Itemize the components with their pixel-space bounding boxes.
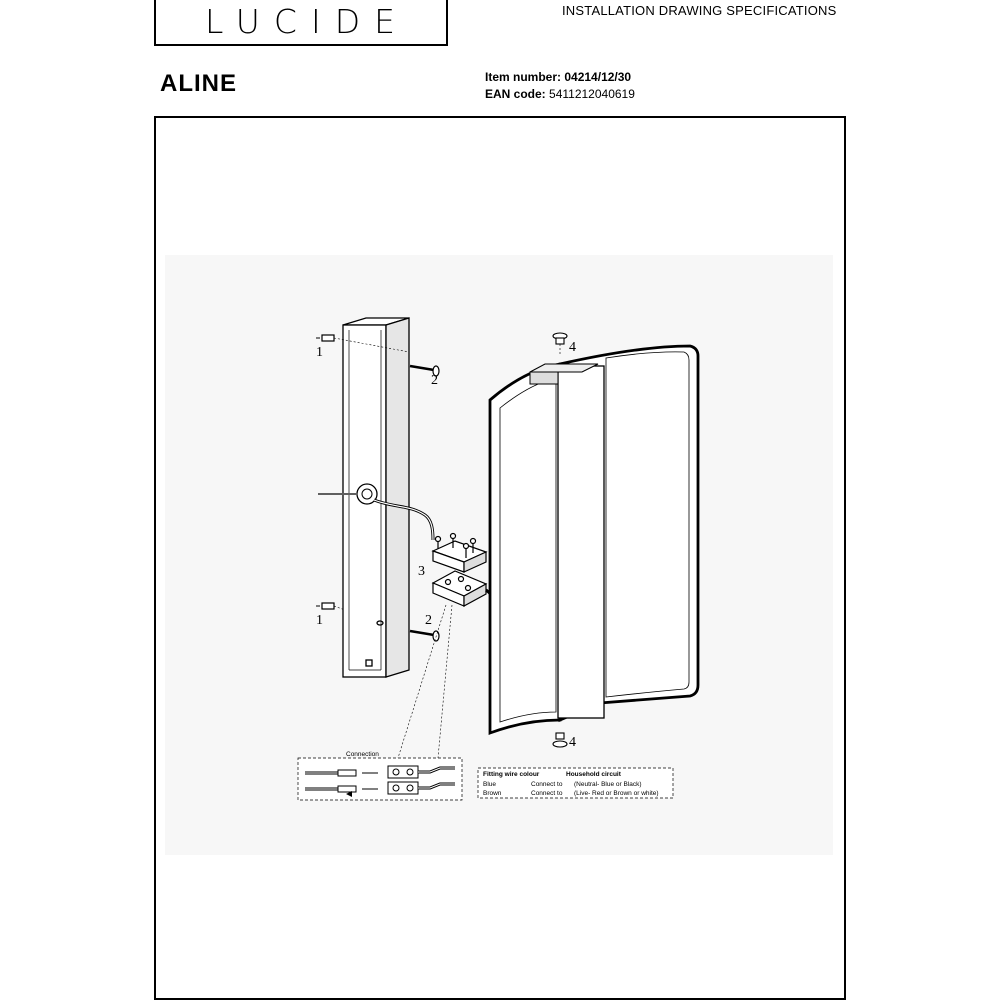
connection-title: Connection [346,751,379,758]
connection-detail [298,751,462,800]
callout-3: 3 [418,564,425,579]
callout-1-top: 1 [316,345,323,360]
brand-logo-text: LUCIDE [205,2,409,41]
wiring-row-wire: Brown [483,790,502,797]
item-number-value: 04214/12/30 [564,70,632,84]
item-number-label: Item number: [485,70,562,84]
callout-2-bottom: 2 [425,613,432,628]
product-name: ALINE [160,70,237,97]
document-type: INSTALLATION DRAWING SPECIFICATIONS [562,3,837,18]
ean-code-value: 5411212040619 [549,87,635,101]
callout-4-top: 4 [569,340,576,355]
wiring-header-fitting: Fitting wire colour [483,771,540,778]
wiring-row-target: (Neutral- Blue or Black) [574,781,642,788]
wiring-row-action: Connect to [531,790,563,797]
lamp-body [490,346,698,733]
wiring-header-household: Household circuit [566,771,621,778]
wiring-row-target: (Live- Red or Brown or white) [574,790,659,797]
wiring-row-wire: Blue [483,781,497,788]
ean-code-label: EAN code: [485,87,546,101]
callout-2-top: 2 [431,373,438,388]
callout-1-bottom: 1 [316,613,323,628]
callout-4-bottom: 4 [569,735,576,750]
wiring-row-action: Connect to [531,781,563,788]
wiring-table [478,768,673,798]
